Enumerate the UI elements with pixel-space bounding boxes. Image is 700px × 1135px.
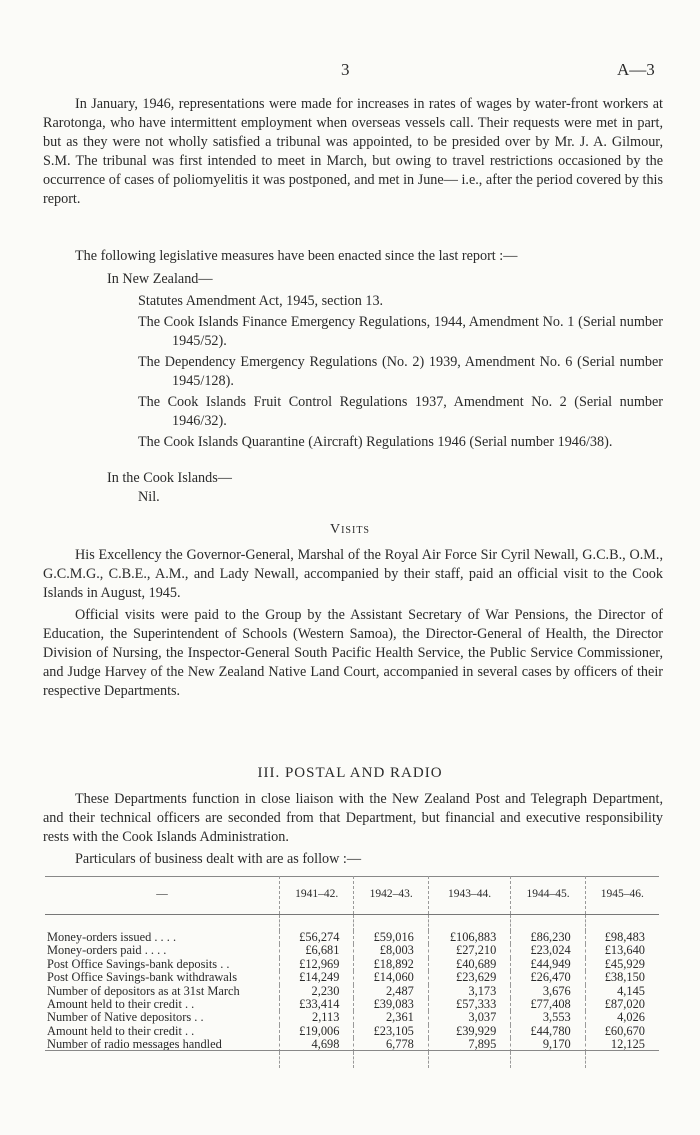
page-reference: A—3 — [617, 60, 655, 79]
table-cell: £19,006 — [280, 1025, 354, 1038]
row-label: Post Office Savings-bank deposits . . — [47, 956, 230, 971]
table-corner-header: — — [45, 876, 280, 915]
ci-heading-text: In the Cook Islands— — [107, 470, 232, 486]
table-cell: 4,698 — [280, 1038, 354, 1051]
table-cell: £6,681 — [280, 944, 354, 957]
paragraph-text: His Excellency the Governor-General, Marshal of the Royal Air Force Sir Cyril Newall, G.C.B., O.M., G.C.M.G., C.B.E., A.M., and Lady Newall, accompanied by their staff, paid an official visit to the Cook Islands in August, 1945. — [43, 547, 663, 601]
table-cell: £23,629 — [428, 971, 510, 984]
nz-item: The Cook Islands Fruit Control Regulations 1937, Amendment No. 2 (Serial number 1946/32). — [138, 394, 663, 429]
table-row — [45, 985, 659, 998]
row-label: Post Office Savings-bank withdrawals — [47, 970, 238, 985]
table-cell: 6,778 — [354, 1038, 428, 1051]
nz-legislation-list — [138, 292, 663, 452]
table-cell: 3,173 — [428, 985, 510, 998]
table-header-row — [45, 876, 659, 915]
nz-item: Statutes Amendment Act, 1945, section 13. — [138, 293, 384, 309]
table-cell: £59,016 — [354, 931, 428, 944]
legislation-section — [43, 247, 663, 266]
table-cell: £87,020 — [585, 998, 659, 1011]
table-cell: 4,145 — [585, 985, 659, 998]
paragraph-text: Official visits were paid to the Group by the Assistant Secretary of War Pensions, the Director of Education, the Superintendent of Schools (Western Samoa), the Director-General of Health, the Director Division of Nursing, the Inspector-General South Pacific Health Service, the Public Service Commissioner, and Judge Harvey of the New Zealand Native Land Court, accompanied in several cases by officers of their respective Departments. — [43, 607, 663, 699]
row-label: Amount held to their credit . . — [47, 997, 195, 1012]
row-label: Number of depositors as at 31st March — [47, 983, 240, 998]
table-row — [45, 971, 659, 984]
paragraph-tribunal — [43, 95, 663, 209]
table-cell: 2,230 — [280, 985, 354, 998]
table-cell: 4,026 — [585, 1011, 659, 1024]
table-cell: £106,883 — [428, 931, 510, 944]
table-cell: £14,249 — [280, 971, 354, 984]
table-cell: £86,230 — [511, 931, 585, 944]
table-cell: 2,113 — [280, 1011, 354, 1024]
year-header: 1941–42. — [280, 876, 354, 915]
paragraph-text: Particulars of business dealt with are as follow :— — [75, 851, 362, 867]
nz-item: The Cook Islands Finance Emergency Regulations, 1944, Amendment No. 1 (Serial number 1945/52). — [138, 314, 663, 349]
table-cell: £57,333 — [428, 998, 510, 1011]
table-cell: £60,670 — [585, 1025, 659, 1038]
ci-heading — [107, 469, 663, 488]
table-cell: £44,780 — [511, 1025, 585, 1038]
table-cell: £33,414 — [280, 998, 354, 1011]
table-cell: £45,929 — [585, 958, 659, 971]
row-label: Money-orders paid . . . . — [47, 943, 167, 958]
postal-statistics-table — [45, 876, 659, 1068]
table-row — [45, 1011, 659, 1024]
table-cell: £26,470 — [511, 971, 585, 984]
table-cell: £27,210 — [428, 944, 510, 957]
table-row — [45, 944, 659, 957]
nz-item: The Dependency Emergency Regulations (No. 2) 1939, Amendment No. 6 (Serial number 1945/128). — [138, 354, 663, 389]
row-label: Number of radio messages handled — [47, 1037, 222, 1052]
table-row — [45, 1025, 659, 1038]
postal-paragraph — [43, 790, 663, 847]
table-cell: 2,361 — [354, 1011, 428, 1024]
row-label: Money-orders issued . . . . — [47, 930, 177, 944]
table-cell: £40,689 — [428, 958, 510, 971]
page-number: 3 — [341, 60, 350, 79]
table-cell: £98,483 — [585, 931, 659, 944]
paragraph-text: In January, 1946, representations were made for increases in rates of wages by water-front workers at Rarotonga, who have intermittent employment when overseas vessels call. Their requests were met in part, but as they were not wholly satisfied a tribunal was appointed, to be presided over by Mr. J. A. Gilmour, S.M. The tribunal was first intended to meet in March, but owing to travel restrictions occasioned by the occurrence of cases of poliomyelitis it was postponed, and met in June— i.e., after the period covered by this report. — [43, 96, 663, 207]
table-cell: 2,487 — [354, 985, 428, 998]
table-cell: £39,929 — [428, 1025, 510, 1038]
nz-heading — [107, 270, 663, 289]
table-cell: 12,125 — [585, 1038, 659, 1051]
nz-item: The Cook Islands Quarantine (Aircraft) Regulations 1946 (Serial number 1946/38). — [138, 434, 613, 450]
ci-item — [138, 488, 663, 507]
table-cell: 3,676 — [511, 985, 585, 998]
row-label: Number of Native depositors . . — [47, 1010, 204, 1025]
table-cell: 7,895 — [428, 1038, 510, 1051]
table-row — [45, 958, 659, 971]
table-cell: £12,969 — [280, 958, 354, 971]
table-row — [45, 931, 659, 944]
visits-paragraph-2 — [43, 606, 663, 701]
paragraph-text: These Departments function in close liaison with the New Zealand Post and Telegraph Department, and their technical officers are seconded from that Department, but financial and executive responsibility rests with the Cook Islands Administration. — [43, 791, 663, 845]
year-header: 1945–46. — [585, 876, 659, 915]
table-cell: £56,274 — [280, 931, 354, 944]
table-cell: £18,892 — [354, 958, 428, 971]
table-cell: 3,553 — [511, 1011, 585, 1024]
visits-paragraph-1 — [43, 546, 663, 603]
year-header: 1943–44. — [428, 876, 510, 915]
table-cell: 9,170 — [511, 1038, 585, 1051]
year-header: 1942–43. — [354, 876, 428, 915]
year-header: 1944–45. — [511, 876, 585, 915]
legislation-intro: The following legislative measures have been enacted since the last report :— — [75, 248, 518, 264]
ci-item-text: Nil. — [138, 489, 160, 505]
table-row — [45, 998, 659, 1011]
postal-intro — [43, 850, 663, 869]
table-cell: £38,150 — [585, 971, 659, 984]
table-bottom-rule — [45, 1050, 659, 1051]
table-cell: £23,024 — [511, 944, 585, 957]
table-cell: £13,640 — [585, 944, 659, 957]
row-label: Amount held to their credit . . — [47, 1023, 195, 1038]
table-cell: £23,105 — [354, 1025, 428, 1038]
table-cell: £8,003 — [354, 944, 428, 957]
nz-heading-text: In New Zealand— — [107, 271, 213, 287]
postal-heading: III. POSTAL AND RADIO — [257, 765, 443, 781]
table-cell: £14,060 — [354, 971, 428, 984]
visits-heading: Visits — [329, 522, 370, 537]
table-cell: 3,037 — [428, 1011, 510, 1024]
table-cell: £77,408 — [511, 998, 585, 1011]
table-cell: £39,083 — [354, 998, 428, 1011]
table-cell: £44,949 — [511, 958, 585, 971]
